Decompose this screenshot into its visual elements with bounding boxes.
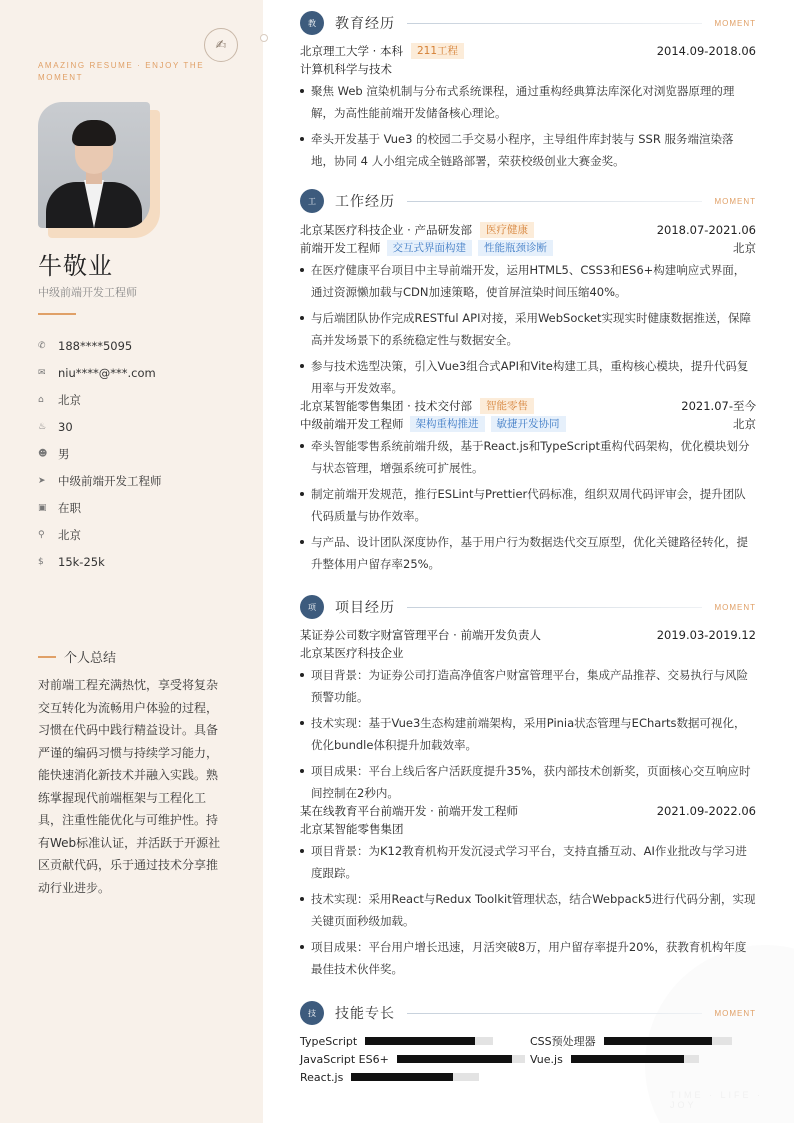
- info-text: 男: [58, 446, 70, 461]
- summary-text: 对前端工程充满热忱，享受将复杂交互转化为流畅用户体验的过程，习惯在代码中践行精益设计。具备严谨的编码习惯与持续学习能力，能快速消化新技术并融入实践。熟练掌握现代前端框架与工程化工具，注重性能优化与可维护性。持有Web标准认证，并活跃于开源社区贡献代码，乐于通过技术分享推动行业进步。: [38, 678, 221, 895]
- job-row: [300, 221, 756, 239]
- job-city: 北京: [733, 417, 756, 431]
- info-text: 在职: [58, 500, 81, 515]
- section-header: [300, 1000, 756, 1026]
- info-text: 北京: [58, 392, 81, 407]
- section-moment: MOMENT: [714, 602, 756, 612]
- section-moment: MOMENT: [714, 196, 756, 206]
- list-item: 与产品、设计团队深度协作，基于用户行为数据迭代交互原型，优化关键路径转化，提升整体用户留存率25%。: [300, 531, 756, 575]
- company-name: 北京某智能零售集团 · 技术交付部: [300, 399, 472, 413]
- job-city: 北京: [733, 241, 756, 255]
- project-row: [300, 626, 756, 644]
- list-item: 牵头智能零售系统前端升级，基于React.js和TypeScript重构代码架构，优化模块划分与状态管理，增强系统可扩展性。: [300, 435, 756, 479]
- info-item: [38, 359, 162, 386]
- company-name: 北京某医疗科技企业 · 产品研发部: [300, 223, 472, 237]
- signature-icon: ✍: [204, 28, 238, 62]
- list-item: 技术实现：采用React与Redux Toolkit管理状态，结合Webpack5进行代码分割，实现关键页面秒级加载。: [300, 888, 756, 932]
- section-title: 技能专长: [335, 1006, 395, 1022]
- summary-heading: 个人总结: [38, 647, 116, 666]
- avatar: [38, 102, 150, 228]
- section-header: [300, 188, 756, 214]
- project-row: [300, 802, 756, 820]
- section-moment: MOMENT: [714, 18, 756, 28]
- work-section: [300, 188, 756, 579]
- project-entry: [300, 626, 756, 804]
- divider: [38, 313, 76, 315]
- education-date: 2014.09-2018.06: [656, 44, 756, 58]
- major-row: [300, 60, 756, 78]
- school-name: 北京理工大学 · 本科: [300, 44, 403, 58]
- list-item: 在医疗健康平台项目中主导前端开发，运用HTML5、CSS3和ES6+构建响应式界面，通过资源懒加载与CDN加速策略，使首屏渲染时间压缩40%。: [300, 259, 756, 303]
- tagline: AMAZING RESUME · ENJOY THE MOMENT: [38, 61, 205, 82]
- skill-name: CSS预处理器: [530, 1035, 596, 1048]
- list-item: 与后端团队协作完成RESTful API对接，采用WebSocket实现实时健康数据推送，保障高并发场景下的系统稳定性与数据安全。: [300, 307, 756, 351]
- skill-name: TypeScript: [300, 1034, 358, 1048]
- skill-bar-track: [397, 1055, 525, 1063]
- major: 计算机科学与技术: [300, 62, 392, 76]
- sidebar: [0, 0, 263, 1123]
- section-moment: MOMENT: [714, 1008, 756, 1018]
- list-item: 聚焦 Web 渲染机制与分布式系统课程，通过重构经典算法库深化对浏览器原理的理解，为高性能前端开发储备核心理论。: [300, 80, 756, 124]
- section-header: [300, 594, 756, 620]
- skill-bar-fill: [604, 1037, 712, 1045]
- contact-info-list: [38, 332, 162, 575]
- info-item: [38, 386, 162, 413]
- job-date: 2021.07-至今: [681, 399, 756, 413]
- skills-grid: [300, 1034, 756, 1084]
- skill-bar-track: [365, 1037, 493, 1045]
- info-item: [38, 548, 162, 575]
- industry-tag: 智能零售: [480, 398, 534, 414]
- info-text: 188****5095: [58, 338, 133, 353]
- section-badge: 教: [300, 11, 324, 35]
- job-title: 中级前端开发工程师: [38, 286, 137, 299]
- project-org: 北京某医疗科技企业: [300, 646, 404, 660]
- skill-bar-fill: [571, 1055, 684, 1063]
- section-title: 项目经历: [335, 600, 395, 616]
- project-bullets: [300, 840, 756, 980]
- project-entry: [300, 802, 756, 980]
- school-tag: 211工程: [411, 43, 464, 59]
- skill-name: JavaScript ES6+: [300, 1052, 389, 1066]
- role-title: 前端开发工程师: [300, 241, 381, 255]
- skill-item: [300, 1034, 530, 1048]
- education-bullets: [300, 80, 756, 172]
- section-badge: 项: [300, 595, 324, 619]
- industry-tag: 医疗健康: [480, 222, 534, 238]
- info-text: 15k-25k: [58, 554, 105, 569]
- person-name: 牛敬业: [38, 252, 113, 280]
- phone-icon: ✆: [38, 340, 46, 351]
- project-list: [300, 626, 756, 980]
- list-item: 制定前端开发规范，推行ESLint与Prettier代码标准，组织双周代码评审会，提升团队代码质量与协作效率。: [300, 483, 756, 527]
- briefcase-icon: ▣: [38, 502, 47, 513]
- skill-tag: 性能瓶颈诊断: [478, 240, 553, 256]
- job-bullets: [300, 259, 756, 399]
- skill-bar-fill: [397, 1055, 512, 1063]
- list-item: 项目背景：为证券公司打造高净值客户财富管理平台，集成产品推荐、交易执行与风险预警功能。: [300, 664, 756, 708]
- list-item: 项目背景：为K12教育机构开发沉浸式学习平台，支持直播互动、AI作业批改与学习进度跟踪。: [300, 840, 756, 884]
- info-text: 30: [58, 419, 73, 434]
- info-item: [38, 413, 162, 440]
- info-item: [38, 494, 162, 521]
- info-text: 北京: [58, 527, 81, 542]
- location-icon: ⚲: [38, 529, 45, 540]
- skill-bar-fill: [351, 1073, 453, 1081]
- education-section: [300, 10, 756, 176]
- work-list: [300, 221, 756, 575]
- job-entry: [300, 397, 756, 575]
- project-org-row: [300, 644, 756, 662]
- skill-bar-track: [351, 1073, 479, 1081]
- job-row: [300, 397, 756, 415]
- salary-icon: $: [38, 556, 44, 567]
- project-date: 2019.03-2019.12: [656, 628, 756, 642]
- skill-bar-fill: [365, 1037, 475, 1045]
- skill-tag: 交互式界面构建: [387, 240, 473, 256]
- job-bullets: [300, 435, 756, 575]
- skill-tag: 敏捷开发协同: [491, 416, 566, 432]
- job-date: 2018.07-2021.06: [656, 223, 756, 237]
- skill-item: [530, 1034, 756, 1048]
- project-bullets: [300, 664, 756, 804]
- list-item: 参与技术选型决策，引入Vue3组合式API和Vite构建工具，重构核心模块，提升代码复用率与开发效率。: [300, 355, 756, 399]
- section-badge: 技: [300, 1001, 324, 1025]
- home-icon: ⌂: [38, 394, 44, 405]
- skill-bar-track: [604, 1037, 732, 1045]
- role-row: [300, 415, 756, 433]
- info-text: 中级前端开发工程师: [58, 473, 162, 488]
- decorative-dot: [260, 34, 268, 42]
- list-item: 项目成果：平台用户增长迅速，月活突破8万，用户留存率提升20%，获教育机构年度最佳技术伙伴奖。: [300, 936, 756, 980]
- age-icon: ♨: [38, 421, 47, 432]
- education-row: [300, 42, 756, 60]
- project-org: 北京某智能零售集团: [300, 822, 404, 836]
- skill-tag: 架构重构推进: [410, 416, 485, 432]
- list-item: 牵头开发基于 Vue3 的校园二手交易小程序，主导组件库封装与 SSR 服务端渲染落地，协同 4 人小组完成全链路部署，荣获校级创业大赛金奖。: [300, 128, 756, 172]
- list-item: 项目成果：平台上线后客户活跃度提升35%，获内部技术创新奖，页面核心交互响应时间控制在2秒内。: [300, 760, 756, 804]
- project-org-row: [300, 820, 756, 838]
- project-date: 2021.09-2022.06: [656, 804, 756, 818]
- section-title: 工作经历: [335, 194, 395, 210]
- info-item: [38, 521, 162, 548]
- role-title: 中级前端开发工程师: [300, 417, 404, 431]
- info-text: niu****@***.com: [58, 365, 156, 380]
- role-row: [300, 239, 756, 257]
- list-item: 技术实现：基于Vue3生态构建前端架构，采用Pinia状态管理与ECharts数据可视化，优化bundle体积提升加载效率。: [300, 712, 756, 756]
- section-badge: 工: [300, 189, 324, 213]
- skill-item: [300, 1052, 530, 1066]
- watermark: TIME · LIFE · JOY: [670, 1090, 763, 1110]
- info-item: [38, 332, 162, 359]
- skill-item: [530, 1052, 756, 1066]
- skills-section: [300, 1000, 756, 1084]
- skill-name: React.js: [300, 1070, 344, 1084]
- project-name: 某在线教育平台前端开发 · 前端开发工程师: [300, 804, 518, 818]
- skill-item: [300, 1070, 530, 1084]
- mail-icon: ✉: [38, 367, 46, 378]
- projects-section: [300, 594, 756, 984]
- job-entry: [300, 221, 756, 399]
- info-item: [38, 440, 162, 467]
- section-header: [300, 10, 756, 36]
- project-name: 某证券公司数字财富管理平台 · 前端开发负责人: [300, 628, 541, 642]
- send-icon: ➤: [38, 475, 46, 486]
- gender-icon: ☻: [38, 448, 48, 459]
- info-item: [38, 467, 162, 494]
- section-title: 教育经历: [335, 16, 395, 32]
- skill-name: Vue.js: [530, 1052, 563, 1066]
- skill-bar-track: [571, 1055, 699, 1063]
